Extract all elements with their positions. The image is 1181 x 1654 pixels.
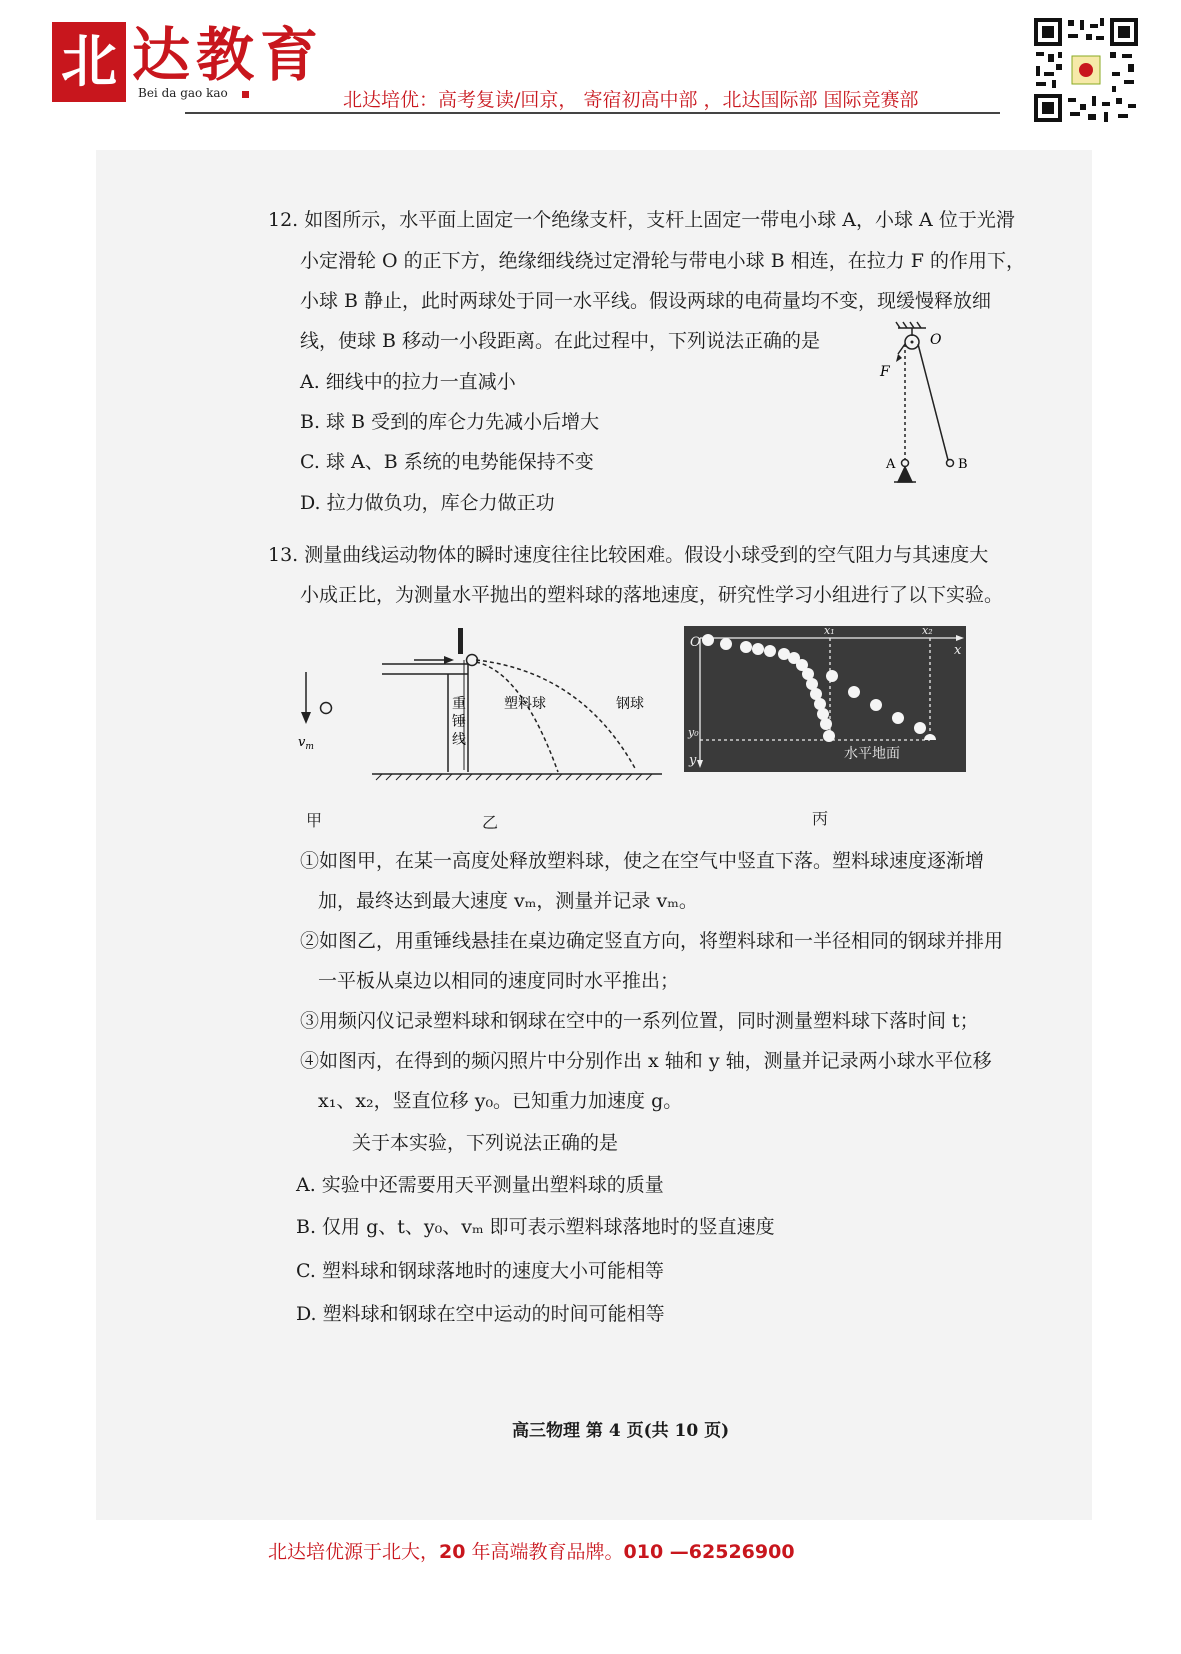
fig12-label-f: F bbox=[880, 364, 890, 380]
fig-bing-label-o: O bbox=[690, 635, 701, 650]
logo-dot bbox=[242, 91, 249, 98]
fig-bing-caption: 丙 bbox=[812, 809, 829, 828]
q12-line-4: 线，使球 B 移动一小段距离。在此过程中，下列说法正确的是 bbox=[300, 330, 821, 352]
footer-slogan: 北达培优源于北大，20 年高端教育品牌。010 —62526900 bbox=[268, 1541, 795, 1563]
fig-jia bbox=[286, 668, 356, 758]
brand-logo-text: 达教育 bbox=[132, 21, 325, 89]
fig-yi-plastic-label: 塑料球 bbox=[504, 696, 546, 712]
q13-step-1b: 加，最终达到最大速度 vₘ，测量并记录 vₘ。 bbox=[318, 890, 698, 912]
q13-option-a: A. 实验中还需要用天平测量出塑料球的质量 bbox=[296, 1174, 664, 1196]
brand-logo-pinyin: Bei da gao kao bbox=[138, 86, 228, 100]
fig-yi-plumb-2: 锤 bbox=[452, 714, 466, 730]
q13-line-1: 13. 测量曲线运动物体的瞬时速度往往比较困难。假设小球受到的空气阻力与其速度大 bbox=[268, 544, 989, 566]
q12-pulley-figure bbox=[860, 320, 980, 500]
q12-option-b: B. 球 B 受到的库仑力先减小后增大 bbox=[300, 411, 600, 433]
fig-bing-ground-label: 水平地面 bbox=[844, 746, 900, 762]
q13-step-2b: 一平板从桌边以相同的速度同时水平推出； bbox=[318, 970, 680, 992]
q13-option-b: B. 仅用 g、t、y₀、vₘ 即可表示塑料球落地时的竖直速度 bbox=[296, 1216, 775, 1238]
fig-jia-vm: $v_m$ bbox=[298, 735, 314, 752]
header-slogan: 北达培优：高考复读/回京， 寄宿初高中部 ，北达国际部 国际竞赛部 bbox=[343, 89, 919, 111]
page-number: 高三物理 第 4 页(共 10 页) bbox=[512, 1421, 730, 1441]
logo-char: 北 bbox=[61, 29, 117, 95]
fig-yi bbox=[372, 624, 672, 784]
header-divider bbox=[185, 112, 1000, 114]
q13-step-4b: x₁、x₂，竖直位移 y₀。已知重力加速度 g。 bbox=[318, 1090, 683, 1112]
qr-code-icon bbox=[1032, 16, 1140, 124]
fig12-label-b: B bbox=[958, 457, 968, 472]
fig-bing-label-x: x bbox=[954, 643, 962, 658]
q12-line-2: 小定滑轮 O 的正下方，绝缘细线绕过定滑轮与带电小球 B 相连，在拉力 F 的作用下， bbox=[300, 250, 1025, 272]
fig-yi-plumb-3: 线 bbox=[452, 732, 466, 748]
q12-line-3: 小球 B 静止，此时两球处于同一水平线。假设两球的电荷量均不变，现缓慢释放细 bbox=[300, 290, 992, 312]
q13-line-2: 小成正比，为测量水平抛出的塑料球的落地速度，研究性学习小组进行了以下实验。 bbox=[300, 584, 1004, 606]
q13-option-c: C. 塑料球和钢球落地时的速度大小可能相等 bbox=[296, 1260, 664, 1282]
fig-yi-steel-label: 钢球 bbox=[616, 696, 644, 712]
q13-option-d: D. 塑料球和钢球在空中运动的时间可能相等 bbox=[296, 1303, 665, 1325]
q13-step-4a: ④如图丙，在得到的频闪照片中分别作出 x 轴和 y 轴，测量并记录两小球水平位移 bbox=[300, 1050, 992, 1072]
fig12-label-a: A bbox=[886, 457, 896, 472]
brand-logo-mark bbox=[52, 22, 126, 102]
q12-line-1: 12. 如图所示，水平面上固定一个绝缘支杆，支杆上固定一带电小球 A，小球 A 位于光滑 bbox=[268, 209, 1015, 231]
q13-stem: 关于本实验，下列说法正确的是 bbox=[352, 1132, 619, 1154]
q13-step-1a: ①如图甲，在某一高度处释放塑料球，使之在空气中竖直下落。塑料球速度逐渐增 bbox=[300, 850, 985, 872]
q13-step-3: ③用频闪仪记录塑料球和钢球在空中的一系列位置，同时测量塑料球下落时间 t； bbox=[300, 1010, 979, 1032]
fig-bing-label-x1: x₁ bbox=[824, 626, 835, 637]
fig-jia-caption: 甲 bbox=[306, 811, 323, 830]
fig-bing-label-x2: x₂ bbox=[922, 626, 933, 637]
fig12-label-o: O bbox=[930, 332, 942, 348]
q12-option-d: D. 拉力做负功，库仑力做正功 bbox=[300, 492, 555, 514]
fig-yi-caption: 乙 bbox=[482, 813, 499, 832]
fig-bing-label-y0: y₀ bbox=[688, 726, 699, 739]
fig-yi-plumb-1: 重 bbox=[452, 696, 466, 712]
q12-option-a: A. 细线中的拉力一直减小 bbox=[300, 371, 516, 393]
q12-option-c: C. 球 A、B 系统的电势能保持不变 bbox=[300, 451, 594, 473]
fig-bing-photo bbox=[684, 626, 966, 772]
q13-step-2a: ②如图乙，用重锤线悬挂在桌边确定竖直方向，将塑料球和一半径相同的钢球并排用 bbox=[300, 930, 1004, 952]
fig-bing-label-y: y bbox=[689, 753, 697, 768]
